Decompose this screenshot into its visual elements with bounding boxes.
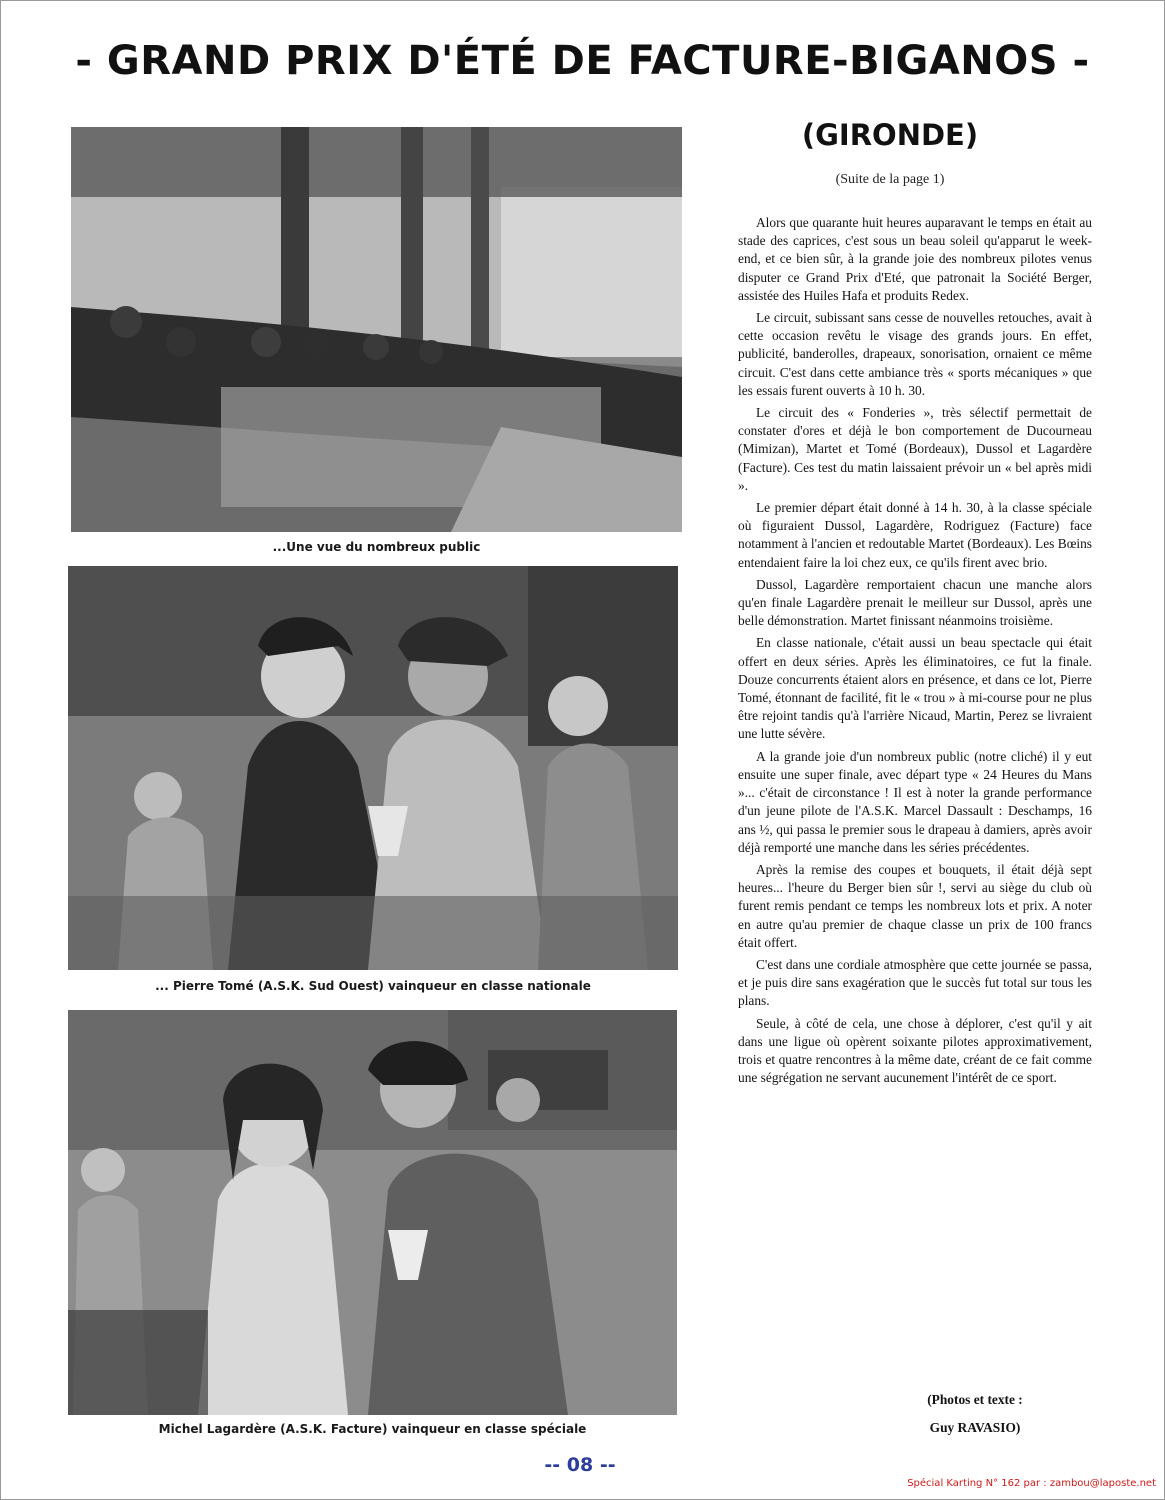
article-paragraph: A la grande joie d'un nombreux public (notre cliché) il y eut ensuite une super finale, avec départ type « 24 Heures du Mans »... c'était de circonstance ! Il est à noter la grande performance d'un jeune pilote de l'A.S.K. Marcel Dassault : Deschamps, 16 ans ½, qui passa le premier sous le drapeau à damiers, après avoir déjà remporté une manche dans les séries précédentes. bbox=[738, 748, 1092, 855]
article-paragraph: Le circuit des « Fonderies », très sélectif permettait de constater d'ores et déjà le bon comportement de Ducourneau (Mimizan), Martet et Tomé (Bordeaux), Dussol et Lagardère (Facture). Ces test du matin laissaient prévoir un « bel après midi ». bbox=[738, 405, 1092, 493]
photo-caption-lagardere: Michel Lagardère (A.S.K. Facture) vainqueur en classe spéciale bbox=[158, 1422, 587, 1436]
page-subtitle: (GIRONDE) bbox=[801, 118, 979, 152]
page-number: -- 08 -- bbox=[544, 1454, 616, 1476]
article-credit-line2: Guy RAVASIO) bbox=[929, 1420, 1021, 1435]
article-paragraph: C'est dans une cordiale atmosphère que cette journée se passa, et je puis dire sans exagération que le succès fut total sur tous les plans. bbox=[738, 956, 1092, 1009]
tome-trophy-photo bbox=[68, 566, 678, 970]
crowd-photo bbox=[71, 127, 682, 532]
photo-caption-tome: ... Pierre Tomé (A.S.K. Sud Ouest) vainqueur en classe nationale bbox=[155, 979, 591, 993]
article-body bbox=[738, 214, 1092, 1091]
article-credit-line1: (Photos et texte : bbox=[927, 1392, 1023, 1407]
footer-credit: Spécial Karting N° 162 par : zambou@laposte.net bbox=[907, 1478, 1156, 1489]
article-paragraph: Le circuit, subissant sans cesse de nouvelles retouches, avait à cette occasion revêtu le visage des grands jours. En effet, publicité, banderolles, drapeaux, sonorisation, ornaient ce même circuit. C'est dans cette ambiance très « sports mécaniques » que les essais furent ouverts à 10 h. 30. bbox=[738, 310, 1092, 398]
lagardere-trophy-photo bbox=[68, 1010, 677, 1415]
article-paragraph: Alors que quarante huit heures auparavant le temps en était au stade des caprices, c'est sous un beau soleil qu'apparut le week-end, et ce bien sûr, à la grande joie des nombreux pilotes venus disputer ce Grand Prix d'Eté, que patronait la Société Berger, assistée des Huiles Hafa et produits Redex. bbox=[738, 215, 1092, 303]
photo-caption-crowd: ...Une vue du nombreux public bbox=[272, 540, 481, 554]
article-paragraph: Le premier départ était donné à 14 h. 30, à la classe spéciale où figuraient Dussol, Lagardère, Rodriguez (Facture) face notamment à l'ancien et redoutable Martet (Bordeaux). Les Bœins entendaient faire la loi chez eux, ce qu'ils firent avec brio. bbox=[738, 500, 1092, 570]
article-paragraph: Après la remise des coupes et bouquets, il était déjà sept heures... l'heure du Berger bien sûr !, servi au siège du club où furent remis pendant ce temps les nombreux lots et prix. A noter en autre qu'au premier de chaque classe un prix de 100 francs était offert. bbox=[738, 861, 1092, 950]
page-title: - GRAND PRIX D'ÉTÉ DE FACTURE-BIGANOS - bbox=[75, 38, 1090, 84]
article-paragraph: Seule, à côté de cela, une chose à déplorer, c'est qu'il y ait dans une ligue où opèrent soixante pilotes approximativement, trois et quatre rencontres à la même date, créant de ce fait comme une ségrégation ne servant aucunement l'intérêt de ce sport. bbox=[738, 1015, 1092, 1086]
article-paragraph: En classe nationale, c'était aussi un beau spectacle qui était offert en deux séries. Après les éliminatoires, ce fut la finale. Douze concurrents étaient alors en présence, et dans ce lot, Pierre Tomé, étonnant de facilité, fit le « trou » à mi-course pour ne plus être rejoint tandis qu'à l'arrière Nicaud, Martin, Perez se livraient une lutte sévère. bbox=[738, 635, 1092, 742]
continuation-note: (Suite de la page 1) bbox=[835, 172, 945, 187]
article-paragraph: Dussol, Lagardère remportaient chacun une manche alors qu'en finale Lagardère prenait le meilleur sur Dussol, après une belle démonstration. Martet finissant néanmoins troisième. bbox=[738, 576, 1092, 629]
